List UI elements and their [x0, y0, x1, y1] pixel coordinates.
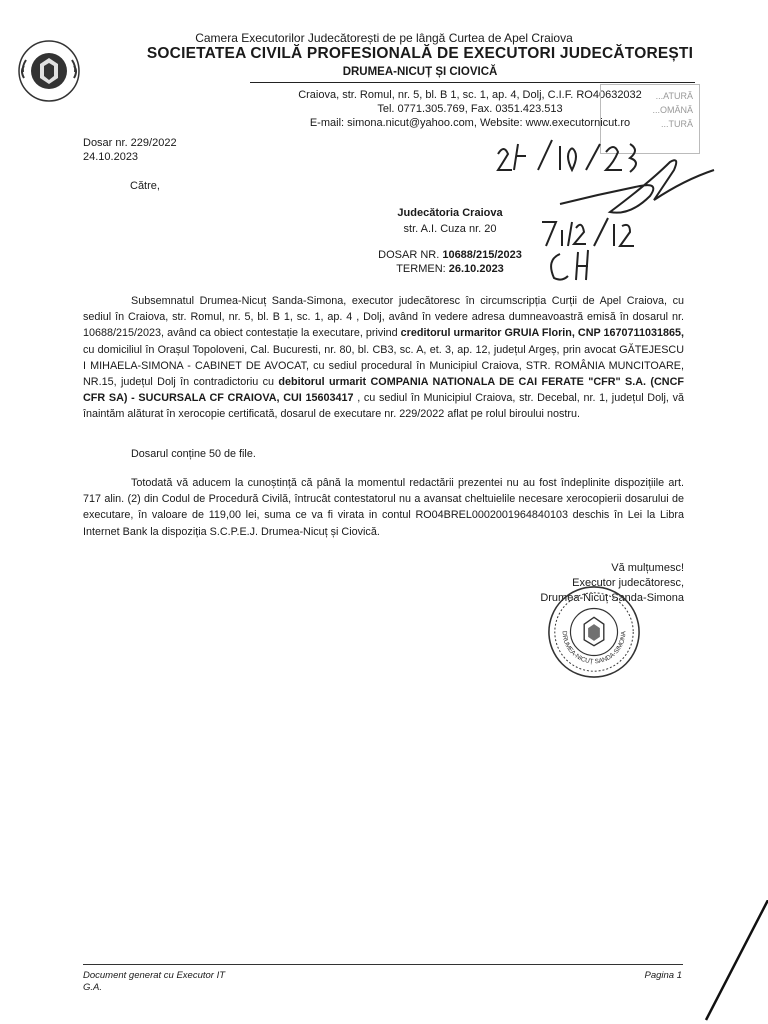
signature-role: Executor judecătoresc, — [572, 577, 684, 589]
company-address: Craiova, str. Romul, nr. 5, bl. B 1, sc. 1, ap. 4, Dolj, C.I.F. RO40632032 — [298, 89, 642, 101]
signature-thanks: Vă mulțumesc! — [611, 562, 684, 574]
term-label: TERMEN: — [396, 263, 449, 275]
stamp-text: DRUMEA-NICUȚ SANDA-SIMONA — [560, 630, 628, 666]
body-paragraph-main — [83, 293, 684, 423]
signature-name: Drumea-Nicuț Sanda-Simona — [540, 592, 684, 604]
footer-generated-by: Document generat cu Executor IT — [83, 970, 226, 981]
company-phone: Tel. 0771.305.769, Fax. 0351.423.513 — [377, 103, 563, 115]
term-date: 26.10.2023 — [448, 263, 504, 275]
body-text-b: cu domiciliul în Orașul Topoloveni, Cal. Bucuresti, nr. 80, bl. CB3, sc. A, et. 3, ap. 12, județul Argeș, prin avocat GĂTEJESCU I MIHAELA-SIMONA - CABINET DE AVOCAT, cu sediul procedural în Municipiul Craiova, STR. ROMÂNIA MUNCITOARE, NR.15, județul Dolj în contradictoriu cu — [83, 343, 684, 389]
company-partners: DRUMEA-NICUȚ ȘI CIOVICĂ — [342, 66, 498, 78]
recipient-street: str. A.I. Cuza nr. 20 — [403, 223, 497, 235]
dosar-number: Dosar nr. 229/2022 — [83, 137, 177, 149]
document-date: 24.10.2023 — [83, 151, 139, 163]
body-text-a: Subsemnatul Drumea-Nicuț Sanda-Simona, executor judecătoresc în circumscripția Curții de Apel Craiova, cu sediul în Craiova, str. Romul, nr. 5, bl. B 1, sc. 1, ap. 4 , Dolj, având în vedere adresa dumneavoastră emisă în dosarul nr. 10688/215/2023, având ca obiect contestație la executare, privind — [83, 295, 684, 340]
company-name: SOCIETATEA CIVILĂ PROFESIONALĂ DE EXECUTORI JUDECĂTOREȘTI — [146, 45, 694, 62]
case-label: DOSAR NR. — [378, 249, 443, 261]
debtor-details: debitorul urmarit COMPANIA NATIONALA DE CAI FERATE "CFR" S.A. (CNCF CFR SA) - SUCURSALA CF CRAIOVA, CUI 15603417 — [83, 376, 684, 405]
body-text-c: , cu sediul în Municipiul Craiova, str. Decebal, nr. 1, județul Dolj, vă înaintăm alăturat în xerocopie certificată, dosarul de executare nr. 229/2022 aflat pe rolul biroului nostru. — [83, 392, 684, 421]
company-email: E-mail: simona.nicut@yahoo.com, Website: www.executornicut.ro — [309, 117, 631, 129]
footer-divider — [83, 964, 683, 965]
creditor-details: creditorul urmaritor GRUIA Florin, CNP 1670711031865, — [400, 327, 684, 340]
footer-initials: G.A. — [83, 982, 103, 993]
registration-stamp-line2: ...OMÂNĂ — [652, 105, 693, 115]
header-divider — [250, 82, 695, 83]
scan-edge-mark — [700, 900, 768, 1024]
official-round-stamp — [545, 583, 643, 681]
salutation: Către, — [130, 180, 160, 192]
footer-page-number: Pagina 1 — [644, 970, 682, 981]
recipient-name: Judecătoria Craiova — [397, 207, 503, 219]
chamber-name: Camera Executorilor Judecătorești de pe lângă Curtea de Apel Craiova — [195, 31, 573, 45]
registration-stamp-line3: ...TURĂ — [660, 119, 693, 129]
registration-stamp-line1: ...ATURĂ — [655, 91, 693, 101]
handwritten-annotations — [490, 130, 730, 290]
body-paragraph-costs: Totodată vă aducem la cunoștință că până la momentul redactării prezentei nu au fost îndeplinite dispozițiile art. 717 alin. (2) din Codul de Procedură Civilă, întrucât contestatorul nu a avansat cheltuielile necesare xerocopierii dosarului de executare, în valoare de 119,00 lei, suma ce va fi virata in contul RO04BREL0002001964840103 deschis în Lei la Libra Internet Bank la dispoziția S.C.P.E.J. Drumea-Nicuț și Ciovică. — [83, 477, 684, 538]
body-paragraph-pages: Dosarul conține 50 de file. — [131, 448, 256, 460]
case-number: 10688/215/2023 — [442, 249, 522, 261]
